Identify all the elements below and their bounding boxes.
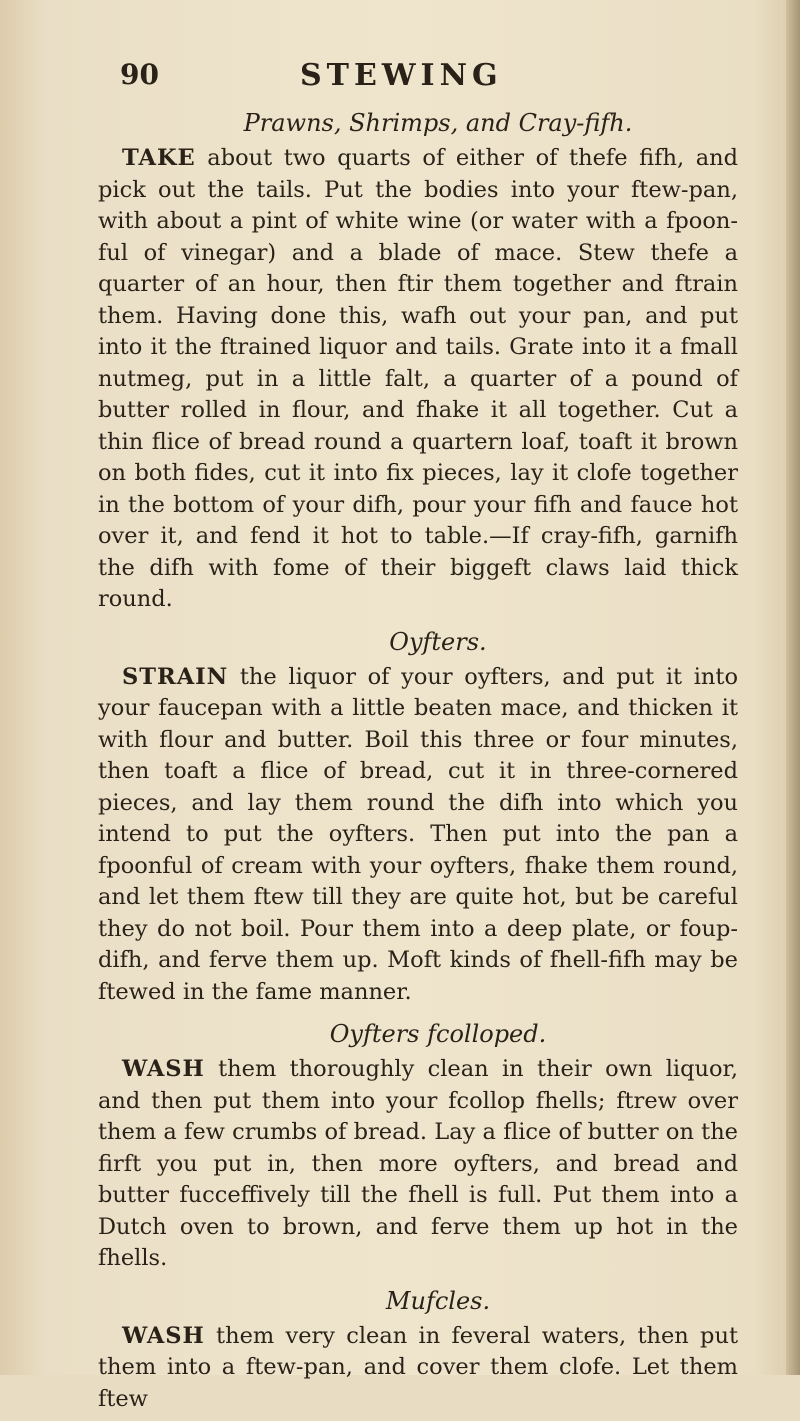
page-number: 90 — [120, 58, 159, 91]
lead-word: STRAIN — [122, 663, 229, 690]
running-title: STEWING — [300, 58, 503, 93]
page-edge — [786, 0, 800, 1375]
recipe-section — [98, 622, 738, 1009]
recipe-body — [98, 1321, 738, 1416]
recipe-text — [98, 103, 738, 1421]
lead-word: WASH — [122, 1056, 205, 1082]
recipe-text-body: them thoroughly clean in their own liquor, and then put them into your fcollop fhells; ftrew over them a few crumbs of bread. Lay a flice of butter on the firft you put in, then more oyfters, and bread and butter fucceffively till the fhell is full. Put them into a Dutch oven to brown, and ferve them up hot in the fhells. — [98, 1056, 738, 1271]
recipe-text-body: them very clean in feveral waters, then put them into a ftew-pan, and cover them clofe. Let them ftew — [98, 1322, 738, 1412]
recipe-title: Prawns, Shrimps, and Cray-fifh. — [243, 109, 633, 137]
lead-word: WASH — [122, 1322, 205, 1349]
lead-word: TAKE — [122, 145, 196, 171]
page-header — [120, 58, 680, 98]
recipe-section — [98, 103, 738, 616]
recipe-title: Oyfters. — [389, 627, 487, 656]
recipe-section — [98, 1014, 738, 1275]
recipe-title: Mufcles. — [385, 1286, 491, 1315]
recipe-body — [98, 143, 738, 616]
recipe-title: Oyfters fcolloped. — [329, 1020, 547, 1048]
recipe-body — [98, 662, 738, 1009]
recipe-body — [98, 1054, 738, 1275]
recipe-text-body: about two quarts of either of thefe fifh, and pick out the tails. Put the bodies into your ftew-pan, with about a pint of white wine (or water with a fpoon-ful of vinegar) and a blade of mace. Stew thefe a quarter of an hour, then ftir them together and ftrain them. Having done this, wafh out your pan, and put into it the ftrained liquor and tails. Grate into it a fmall nutmeg, put in a little falt, a quarter of a pound of butter rolled in flour, and fhake it all together. Cut a thin flice of bread round a quartern loaf, toaft it brown on both fides, cut it into fix pieces, lay it clofe together in the bottom of your difh, pour your fifh and fauce hot over it, and fend it hot to table.—If cray-fifh, garnifh the difh with fome of their biggeft claws laid thick round. — [98, 145, 738, 612]
recipe-section — [98, 1281, 738, 1416]
recipe-text-body: the liquor of your oyfters, and put it into your faucepan with a little beaten mace, and thicken it with flour and butter. Boil this three or four minutes, then toaft a flice of bread, cut it in three-cornered pieces, and lay them round the difh into which you intend to put the oyfters. Then put into the pan a fpoonful of cream with your oyfters, fhake them round, and let them ftew till they are quite hot, but be careful they do not boil. Pour them into a deep plate, or foup-difh, and ferve them up. Moft kinds of fhell-fifh may be ftewed in the fame manner. — [98, 663, 738, 1005]
